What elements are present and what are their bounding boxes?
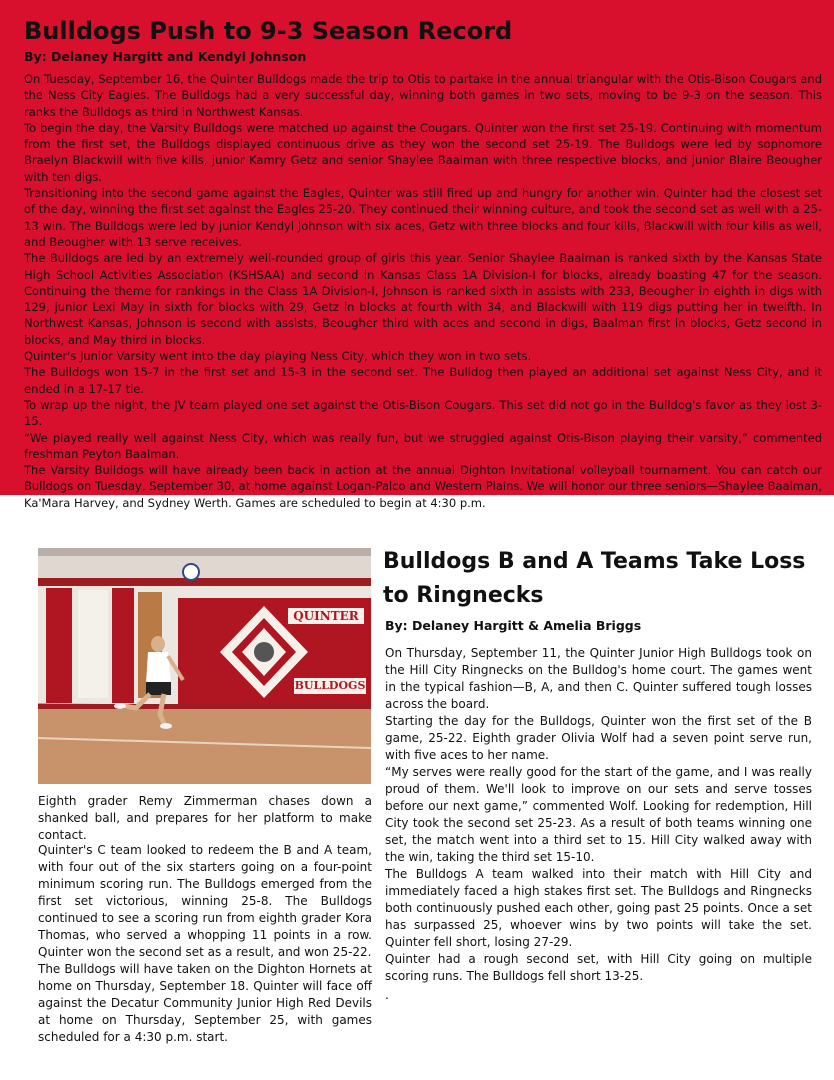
article-paragraph: Quinter's Junior Varsity went into the day playing Ness City, which they won in two sets. bbox=[24, 349, 532, 364]
article-byline: By: Delaney Hargitt and Kendyl Johnson bbox=[24, 49, 307, 64]
article-paragraph: On Thursday, September 11, the Quinter Junior High Bulldogs took on the Hill City Ringnecks on the Bulldog's home court. The games went in the typical fashion—B, A, and then C. Quinter suffered tough losses across the board. bbox=[385, 646, 812, 711]
article-body bbox=[24, 71, 822, 511]
article-headline: Bulldogs Push to 9-3 Season Record bbox=[24, 17, 513, 45]
article-paragraph: To begin the day, the Varsity Bulldogs were matched up against the Cougars. Quinter won the first set 25-19. Continuing with momentum from the first set, the Bulldogs displayed continuous drive as they won the second set 25-19. The Bulldogs were led by sophomore Braelyn Blackwill with five kills, junior Kamry Getz and senior Shaylee Baalman with three respective blocks, and junior Blaire Beougher with ten digs. bbox=[24, 120, 822, 184]
article-paragraph: Transitioning into the second game against the Eagles, Quinter was still fired up and hungry for another win. Quinter had the closest set of the day, winning the first set against the Eagles 25-20. They continued their winning culture, and took the second set as well with a 25-13 win. The Bulldogs were led by junior Kendyl Johnson with six aces, Getz with three blocks and four kills, Blackwill with four kills as well, and Beougher with 13 serve receives. bbox=[24, 186, 822, 249]
article-paragraph: Starting the day for the Bulldogs, Quinter won the first set of the B game, 25-22. Eighth grader Olivia Wolf had a seven point serve run, with five aces to her name. bbox=[385, 714, 812, 762]
trailing-period: . bbox=[385, 988, 389, 1002]
gym-scene-illustration bbox=[38, 548, 371, 784]
wall-sign-quinter: QUINTER bbox=[293, 609, 359, 623]
article-paragraph: Quinter had a rough second set, with Hill City going on multiple scoring runs. The Bulldogs fell short 13-25. bbox=[385, 952, 812, 983]
article-paragraph: The Varsity Bulldogs will have already been back in action at the annual Dighton Invitational volleyball tournament. You can catch our Bulldogs on Tuesday, September 30, at home against Logan-Palco and Western Plains. We will honor our three seniors—Shaylee Baalman, Ka'Mara Harvey, and Sydney Werth. Games are scheduled to begin at 4:30 p.m. bbox=[24, 463, 822, 510]
c-team-article-body bbox=[38, 842, 372, 1046]
article-headline-2: Bulldogs B and A Teams Take Loss to Ringnecks bbox=[383, 549, 806, 608]
article-body-2 bbox=[385, 645, 812, 985]
article-paragraph: On Tuesday, September 16, the Quinter Bulldogs made the trip to Otis to partake in the annual triangular with the Otis-Bison Cougars and the Ness City Eagles. The Bulldogs had a very successful day, winning both games in two sets, moving to be 9-3 on the season. This ranks the Bulldogs as third in Northwest Kansas. bbox=[24, 72, 822, 119]
article-paragraph: “My serves were really good for the start of the game, and I was really proud of them. We'll look to improve on our sets and serve tosses before our next game,” commented Wolf. Looking for redemption, Hill City took the second set 25-23. As a result of both teams winning one set, the match went into a third set to 15. Hill City walked away with the win, taking the third set 15-10. bbox=[385, 765, 812, 864]
wall-sign-bulldogs: BULLDOGS bbox=[294, 679, 366, 692]
article-byline-2: By: Delaney Hargitt & Amelia Briggs bbox=[385, 618, 642, 633]
article-paragraph: The Bulldogs are led by an extremely well-rounded group of girls this year. Senior Shaylee Baalman is ranked sixth by the Kansas State High School Activities Association (KSHSAA) and second in Kansas Class 1A Division-I for blocks, already boasting 47 for the season. Continuing the theme for rankings in the Class 1A Division-I, Johnson is ranked sixth in assists with 233, Beougher in eighth in digs with 129, junior Lexi May in sixth for blocks with 29, Getz in blocks at fourth with 34, and Blackwill with 119 digs putting her in twelfth. In Northwest Kansas, Johnson is second with assists, Beougher third with aces and second in digs, Baalman first in blocks, Getz second in blocks, and May third in blocks. bbox=[24, 251, 822, 347]
article-paragraph: “We played really well against Ness City, which was really fun, but we struggled against Otis-Bison playing their varsity,” commented freshman Peyton Baalman. bbox=[24, 430, 822, 461]
photo-caption: Eighth grader Remy Zimmerman chases down a shanked ball, and prepares for her platform to make contact. bbox=[38, 794, 372, 842]
article-paragraph: Quinter's C team looked to redeem the B and A team, with four out of the six starters going on a four-point minimum scoring run. The Bulldogs emerged from the first set victorious, winning 25-8. The Bulldogs continued to see a scoring run from eighth grader Kora Thomas, who served a whopping 11 points in a row. Quinter won the second set as a result, and won 25-22. bbox=[38, 843, 372, 959]
volleyball-photo bbox=[38, 548, 371, 784]
article-paragraph: To wrap up the night, the JV team played one set against the Otis-Bison Cougars. This set did not go in the Bulldog's favor as they lost 3-15. bbox=[24, 397, 822, 429]
article-paragraph: The Bulldogs A team walked into their match with Hill City and immediately faced a high stakes first set. The Bulldogs and Ringnecks both continuously pushed each other, going past 25 points. Once a set has surpassed 25, whoever wins by two points will take the set. Quinter fell short, losing 27-29. bbox=[385, 867, 812, 949]
article-paragraph: The Bulldogs will have taken on the Dighton Hornets at home on Thursday, September 18. Quinter will face off against the Decatur Community Junior High Red Devils at home on Thursday, September 25, with games scheduled for a 4:30 p.m. start. bbox=[38, 962, 372, 1044]
article-paragraph: The Bulldogs won 15-7 in the first set and 15-3 in the second set. The Bulldog then played an additional set against Ness City, and it ended in a 17-17 tie. bbox=[24, 365, 822, 396]
